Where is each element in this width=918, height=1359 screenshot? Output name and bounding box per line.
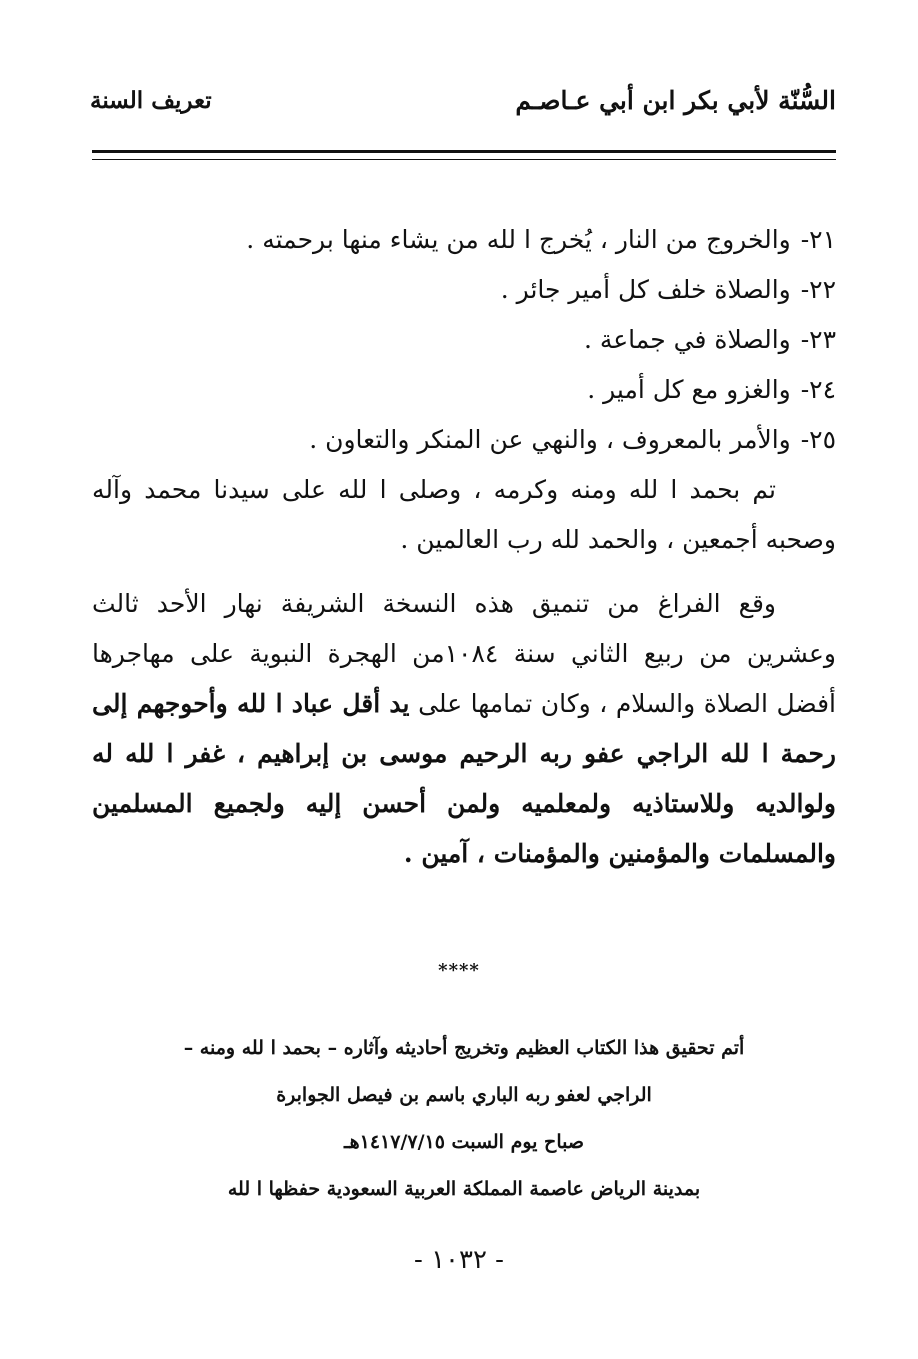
header-rule-thin [92, 159, 836, 160]
closing-paragraph: تم بحمد ا لله ومنه وكرمه ، وصلى ا لله على سيدنا محمد وآله وصحبه أجمعين ، والحمد لله رب العالمين . [92, 475, 836, 554]
list-item [92, 415, 836, 465]
list-item [92, 215, 836, 265]
list-item [92, 315, 836, 365]
editor-note-line: أتم تحقيق هذا الكتاب العظيم وتخريج أحاديثه وآثاره – بحمد ا لله ومنه – [183, 1037, 745, 1059]
item-text: والصلاة في جماعة . [583, 325, 791, 354]
book-title: السُّنّة لأبي بكر ابن أبي عـاصـم [515, 85, 836, 115]
item-number: ٢٤- [800, 375, 836, 404]
section-title: تعريف السنة [90, 86, 212, 114]
colophon-bold-text: يد أقل عباد ا لله وأحوجهم إلى رحمة ا لله الراجي عفو ربه الرحيم موسى بن إبراهيم ، غفر ا لله له ولوالديه وللاستاذيه ولمعلميه ولمن أحسن إليه ولجميع المسلمين والمسلمات والمؤمنين والمؤمنات ، آمين . [92, 689, 836, 868]
page-number: - ١٠٣٢ - [414, 1245, 504, 1275]
header-rule-thick [92, 150, 836, 153]
list-item [92, 365, 836, 415]
item-text: والصلاة خلف كل أمير جائر . [500, 275, 791, 304]
item-text: والغزو مع كل أمير . [587, 375, 791, 404]
item-text: والأمر بالمعروف ، والنهي عن المنكر والتعاون . [309, 425, 791, 454]
colophon-paragraph [92, 579, 836, 879]
editor-note-line: صباح يوم السبت ١٤١٧/٧/١٥هـ [344, 1131, 584, 1153]
body-text [92, 215, 836, 879]
item-number: ٢١- [800, 225, 836, 254]
item-number: ٢٣- [800, 325, 836, 354]
editor-note [92, 1025, 836, 1213]
running-header [90, 78, 836, 122]
item-text: والخروج من النار ، يُخرج ا لله من يشاء منها برحمته . [246, 225, 791, 254]
editor-note-line: الراجي لعفو ربه الباري باسم بن فيصل الجوابرة [276, 1084, 652, 1106]
item-number: ٢٢- [800, 275, 836, 304]
section-separator: **** [438, 960, 480, 981]
colophon-regular-text: وقع الفراغ من تنميق هذه النسخة الشريفة نهار الأحد ثالث وعشرين من ربيع الثاني سنة ١٠٨٤من الهجرة النبوية على مهاجرها أفضل الصلاة والسلام ، وكان تمامها على [92, 589, 836, 718]
list-item [92, 265, 836, 315]
editor-note-line: بمدينة الرياض عاصمة المملكة العربية السعودية حفظها ا لله [227, 1178, 701, 1200]
item-number: ٢٥- [800, 425, 836, 454]
